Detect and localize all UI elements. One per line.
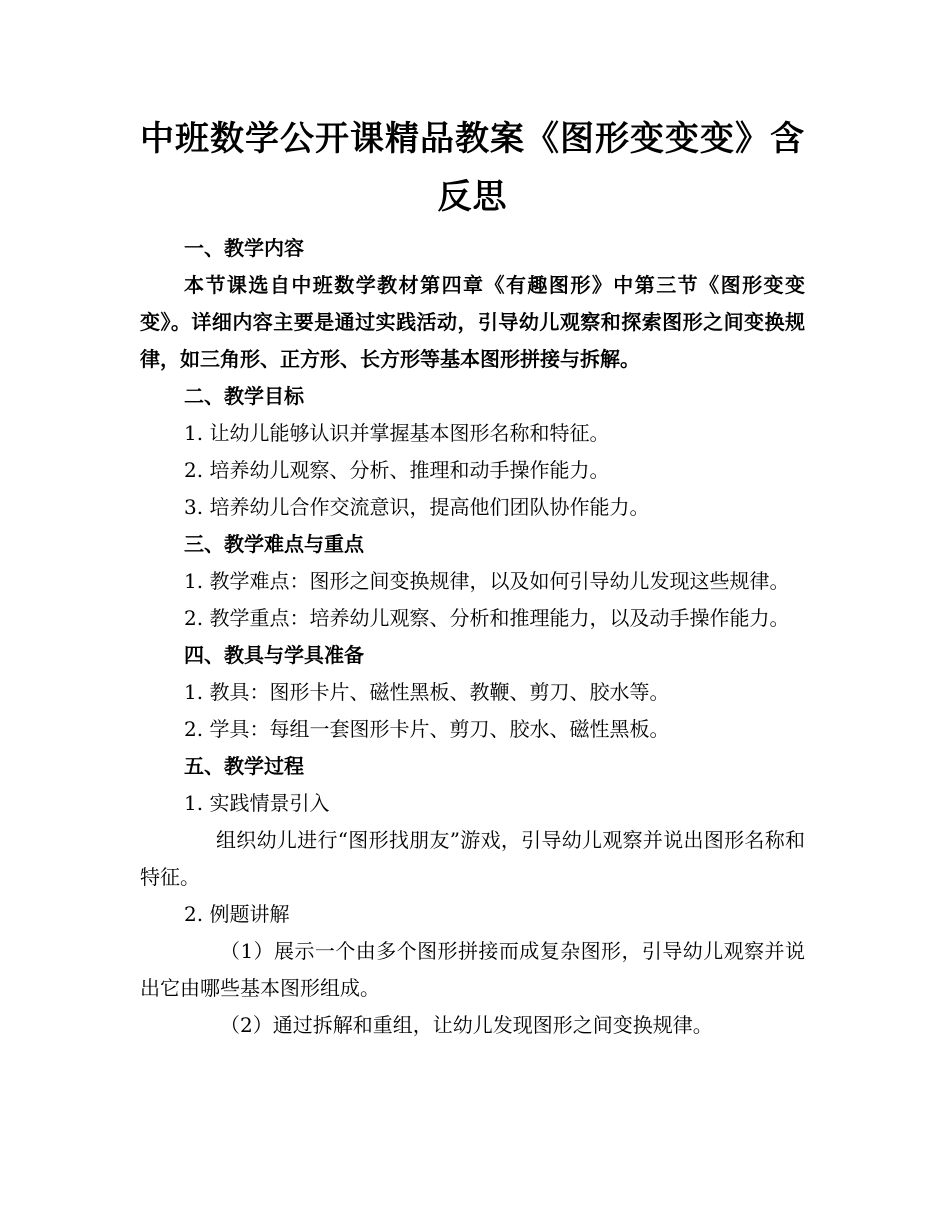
goal-item: 2. 培养幼儿观察、分析、推理和动手操作能力。 [184, 458, 610, 482]
section-body-content: 本节课选自中班数学教材第四章《有趣图形》中第三节《图形变变变》。详细内容主要是通过实践活动，引导幼儿观察和探索图形之间变换规律，如三角形、正方形、长方形等基本图形拼接与拆解。 [140, 273, 805, 371]
document-page [140, 110, 805, 1044]
process-step-heading: 1. 实践情景引入 [184, 791, 330, 815]
section-heading-process: 五、教学过程 [184, 754, 304, 778]
section-heading-goals: 二、教学目标 [184, 384, 304, 408]
document-title: 中班数学公开课精品教案《图形变变变》含反思 [140, 119, 805, 217]
process-step-heading: 2. 例题讲解 [184, 902, 290, 926]
section-heading-key-points: 三、教学难点与重点 [184, 532, 364, 556]
section-heading-content: 一、教学内容 [184, 236, 304, 260]
key-point-item: 1. 教学难点：图形之间变换规律，以及如何引导幼儿发现这些规律。 [184, 569, 790, 593]
goal-item: 1. 让幼儿能够认识并掌握基本图形名称和特征。 [184, 421, 610, 445]
key-point-item: 2. 教学重点：培养幼儿观察、分析和推理能力，以及动手操作能力。 [184, 606, 790, 630]
section-heading-materials: 四、教具与学具准备 [184, 643, 364, 667]
goal-item: 3. 培养幼儿合作交流意识，提高他们团队协作能力。 [184, 495, 650, 519]
material-item: 2. 学具：每组一套图形卡片、剪刀、胶水、磁性黑板。 [184, 717, 670, 741]
process-step-item: （2）通过拆解和重组，让幼儿发现图形之间变换规律。 [220, 1013, 713, 1037]
material-item: 1. 教具：图形卡片、磁性黑板、教鞭、剪刀、胶水等。 [184, 680, 670, 704]
process-step-body: 组织幼儿进行“图形找朋友”游戏，引导幼儿观察并说出图形名称和特征。 [140, 828, 805, 889]
process-step-item: （1）展示一个由多个图形拼接而成复杂图形，引导幼儿观察并说出它由哪些基本图形组成。 [140, 939, 805, 1000]
title-block [140, 110, 805, 226]
